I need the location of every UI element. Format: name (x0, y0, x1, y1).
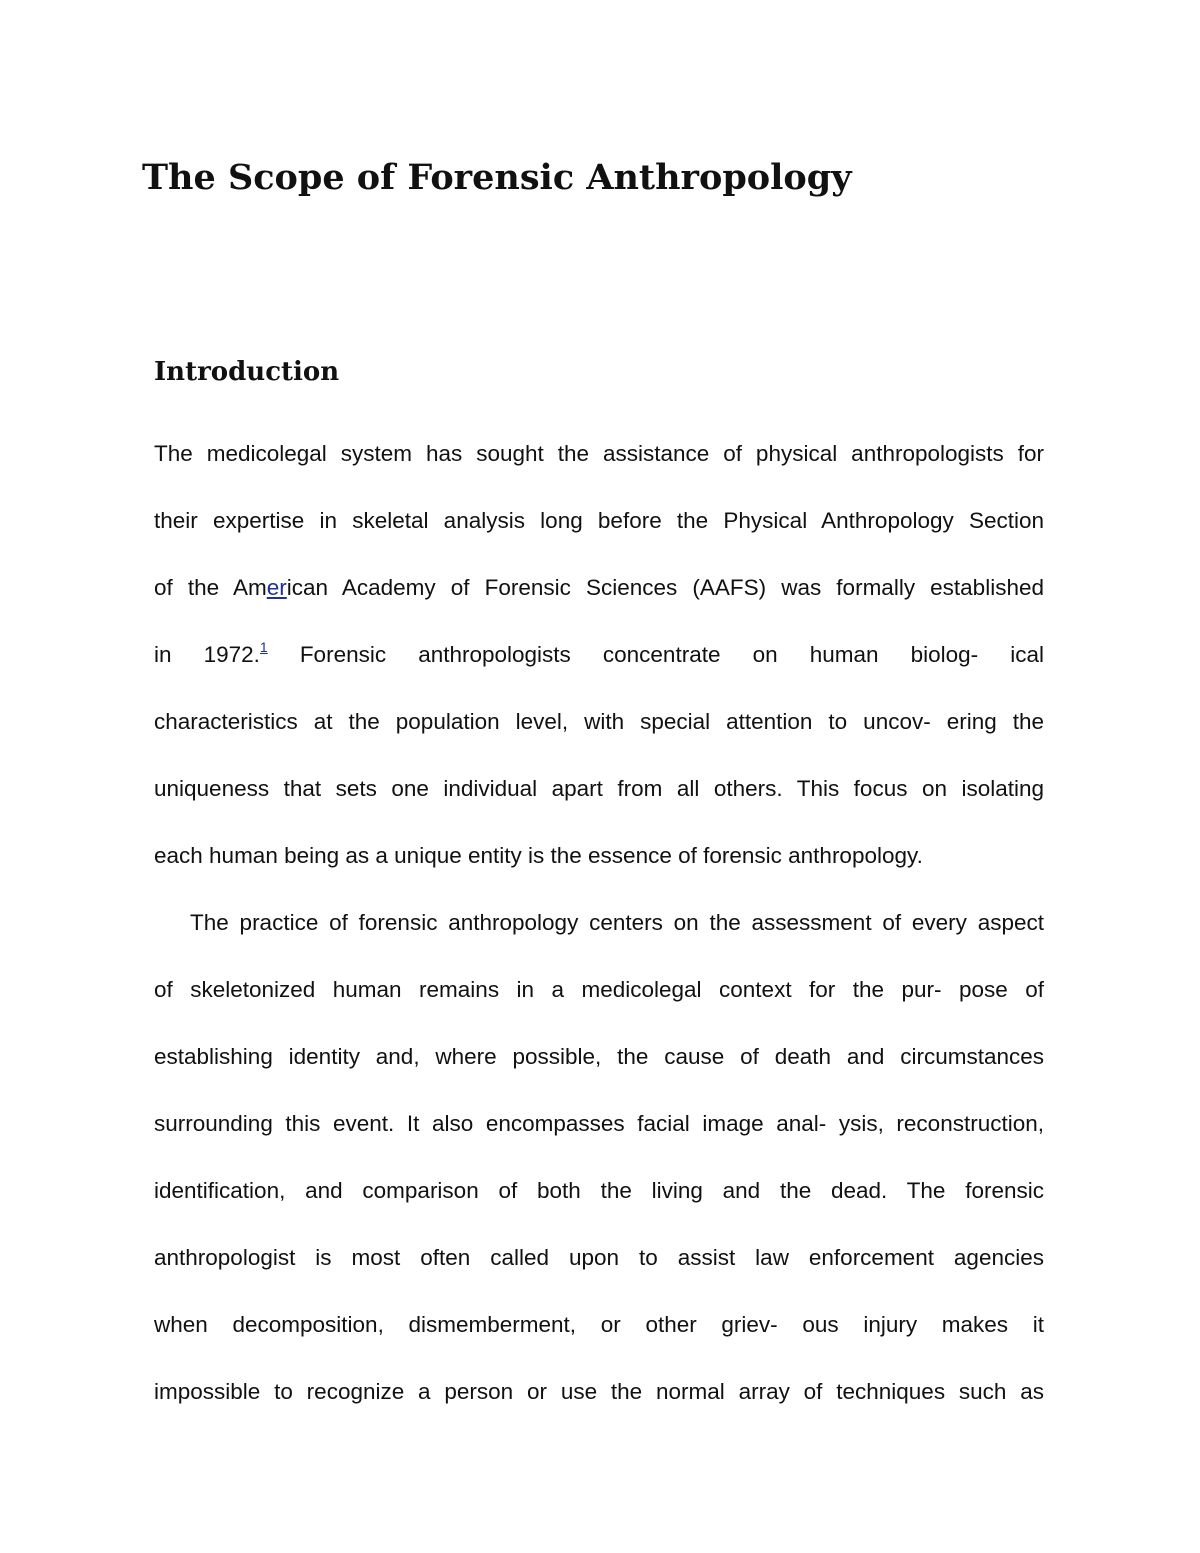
text-line: uniqueness that sets one individual apart from all others. This focus on isolating (154, 776, 1044, 801)
text-line: impossible to recognize a person or use the normal array of techniques such as (154, 1379, 1044, 1404)
body-text (154, 420, 1044, 1425)
text-line: characteristics at the population level, with special attention to uncov- ering the (154, 709, 1044, 734)
text-line: surrounding this event. It also encompasses facial image anal- ysis, reconstruction, (154, 1111, 1044, 1136)
inline-link[interactable]: er (266, 575, 287, 600)
text-line: in 1972.$^1$ Forensic anthropologists concentrate on human biolog- ical (154, 639, 1044, 667)
text-line: identification, and comparison of both the living and the dead. The forensic (154, 1178, 1044, 1203)
text-line: when decomposition, dismemberment, or other griev- ous injury makes it (154, 1312, 1044, 1337)
text-line: The medicolegal system has sought the assistance of physical anthropologists for (154, 441, 1044, 466)
text-line: each human being as a unique entity is the essence of forensic anthropology. (154, 843, 923, 868)
footnote-link[interactable]: 1 (259, 639, 268, 655)
text-line: of the American Academy of Forensic Sciences (AAFS) was formally established (154, 575, 1044, 600)
section-heading: Introduction (154, 357, 340, 387)
document-title: The Scope of Forensic Anthropology (142, 157, 852, 198)
text-line: of skeletonized human remains in a medicolegal context for the pur- pose of (154, 977, 1044, 1002)
text-line: anthropologist is most often called upon to assist law enforcement agencies (154, 1245, 1044, 1270)
text-line: The practice of forensic anthropology centers on the assessment of every aspect (190, 910, 1044, 935)
text-line: their expertise in skeletal analysis long before the Physical Anthropology Section (154, 508, 1044, 533)
text-line: establishing identity and, where possible, the cause of death and circumstances (154, 1044, 1044, 1069)
